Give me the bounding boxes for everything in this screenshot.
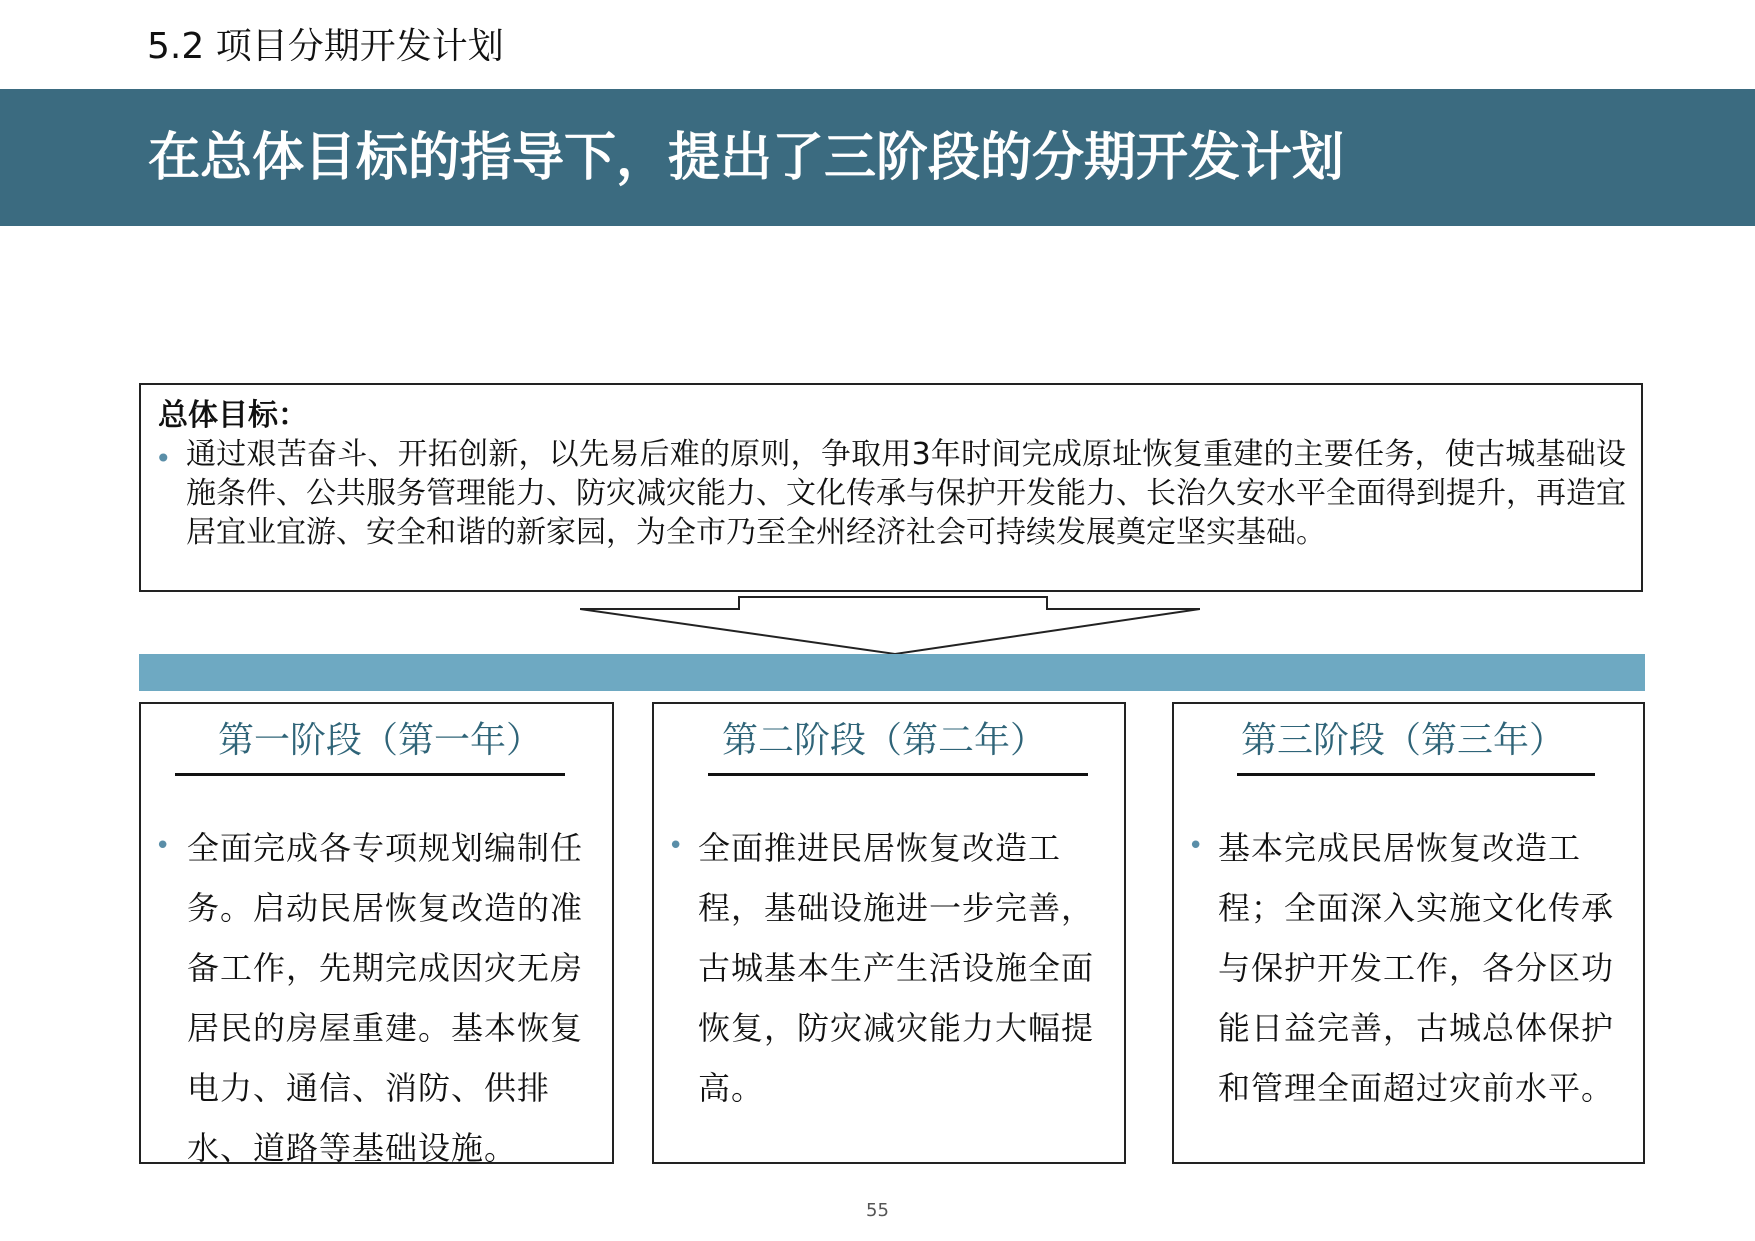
bullet-dot: • [155, 831, 171, 861]
stage-title: 第二阶段（第二年） [722, 720, 1047, 761]
stage-description: 全面完成各专项规划编制任务。启动民居恢复改造的准备工作，先期完成因灾无房居民的房屋重建。基本恢复电力、通信、消防、供排水、道路等基础设施。 [187, 829, 584, 1167]
stage-card-2 [652, 702, 1126, 1164]
stage-card-3 [1172, 702, 1645, 1164]
stage-title-underline [175, 773, 565, 776]
stage-title-underline [708, 773, 1088, 776]
stage-description: 基本完成民居恢复改造工程；全面深入实施文化传承与保护开发工作，各分区功能日益完善，古城总体保护和管理全面超过灾前水平。 [1218, 829, 1615, 1107]
overall-goal-label: 总体目标： [158, 398, 308, 433]
stage-title: 第一阶段（第一年） [218, 720, 543, 761]
title-banner [0, 89, 1755, 226]
stage-header-band [139, 654, 1645, 691]
stage-card-1 [139, 702, 614, 1167]
page-number: 55 [866, 1200, 889, 1221]
down-arrow-icon [580, 592, 1200, 656]
bullet-dot: • [668, 831, 684, 861]
page-title: 在总体目标的指导下，提出了三阶段的分期开发计划 [148, 128, 1345, 188]
section-heading: 5.2 项目分期开发计划 [147, 26, 504, 67]
bullet-dot: • [1188, 831, 1204, 861]
overall-goal-text: 通过艰苦奋斗、开拓创新，以先易后难的原则，争取用3年时间完成原址恢复重建的主要任务，使古城基础设施条件、公共服务管理能力、防灾减灾能力、文化传承与保护开发能力、长治久安水平全面得到提升，再造宜居宜业宜游、安全和谐的新家园，为全市乃至全州经济社会可持续发展奠定坚实基础。 [186, 437, 1626, 550]
overall-goal-box [139, 383, 1643, 592]
stage-title: 第三阶段（第三年） [1241, 720, 1566, 761]
stage-description: 全面推进民居恢复改造工程，基础设施进一步完善，古城基本生产生活设施全面恢复，防灾减灾能力大幅提高。 [698, 829, 1095, 1107]
bullet-dot: • [155, 442, 172, 475]
stage-title-underline [1237, 773, 1595, 776]
